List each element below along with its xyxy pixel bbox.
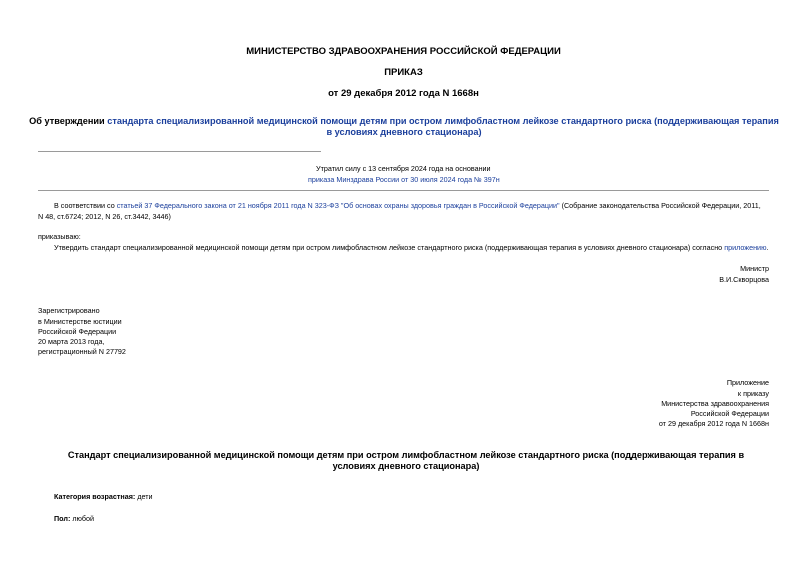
appendix-line-1: Приложение: [726, 378, 769, 387]
doc-date-number: от 29 декабря 2012 года N 1668н: [328, 88, 479, 99]
preamble-source: (Собрание законодательства Российской Федерации, 2011,: [559, 201, 761, 210]
order-label: приказываю:: [38, 232, 81, 241]
appendix-line-3: Министерства здравоохранения: [661, 399, 769, 408]
status-divider: [38, 190, 769, 191]
sex-value: любой: [72, 514, 95, 523]
preamble-line2: N 48, ст.6724; 2012, N 26, ст.3442, 3446): [38, 212, 171, 221]
status-link[interactable]: приказа Минздрава России от 30 июля 2024 года № 397н: [308, 175, 500, 184]
sex-label: Пол:: [54, 514, 71, 523]
order-appendix-link[interactable]: приложению: [724, 243, 767, 252]
preamble-law-link[interactable]: статьей 37 Федерального закона от 21 ноября 2011 года N 323-ФЗ "Об основах охраны здоровья граждан в Российской Федерации": [116, 201, 560, 210]
doc-title: [28, 116, 780, 138]
registration-line-3: Российской Федерации: [38, 327, 117, 336]
age-category: [54, 492, 153, 502]
registration-line-4: 20 марта 2013 года,: [38, 337, 105, 346]
registration-line-2: в Министерстве юстиции: [38, 317, 122, 326]
appendix-line-5: от 29 декабря 2012 года N 1668н: [658, 419, 769, 428]
age-value: дети: [137, 492, 153, 501]
ministry-heading: МИНИСТЕРСТВО ЗДРАВООХРАНЕНИЯ РОССИЙСКОЙ ФЕДЕРАЦИИ: [246, 46, 561, 57]
signature-position: Министр: [740, 264, 769, 273]
preamble-line1: [54, 201, 774, 211]
title-divider: [38, 151, 321, 152]
doc-title-link[interactable]: стандарта специализированной медицинской помощи детям при остром лимфобластном лейкозе стандартного риска (поддерживающая терапия в условиях дневного стационара): [107, 116, 779, 137]
order-text: [54, 243, 768, 253]
order-end: .: [766, 243, 769, 252]
appendix-line-2: к приказу: [737, 389, 769, 398]
standard-title: Стандарт специализированной медицинской помощи детям при остром лимфобластном лейкозе стандартного риска (поддерживающая терапия в условиях дневного стационара): [67, 450, 745, 471]
sex-category: [54, 514, 94, 524]
doc-type-heading: ПРИКАЗ: [384, 67, 423, 78]
preamble-text: В соответствии со: [54, 201, 117, 210]
order-body: Утвердить стандарт специализированной медицинской помощи детям при остром лимфобластном лейкозе стандартного риска (поддерживающая терапия в условиях дневного стационара) согласно: [54, 243, 725, 252]
signature-name: В.И.Скворцова: [719, 275, 769, 284]
appendix-line-4: Российской Федерации: [690, 409, 769, 418]
registration-line-1: Зарегистрировано: [38, 306, 100, 315]
doc-title-prefix: Об утверждении: [29, 116, 108, 126]
age-label: Категория возрастная:: [54, 492, 136, 501]
registration-line-5: регистрационный N 27792: [38, 347, 126, 356]
status-line: Утратил силу с 13 сентября 2024 года на основании: [316, 164, 491, 173]
